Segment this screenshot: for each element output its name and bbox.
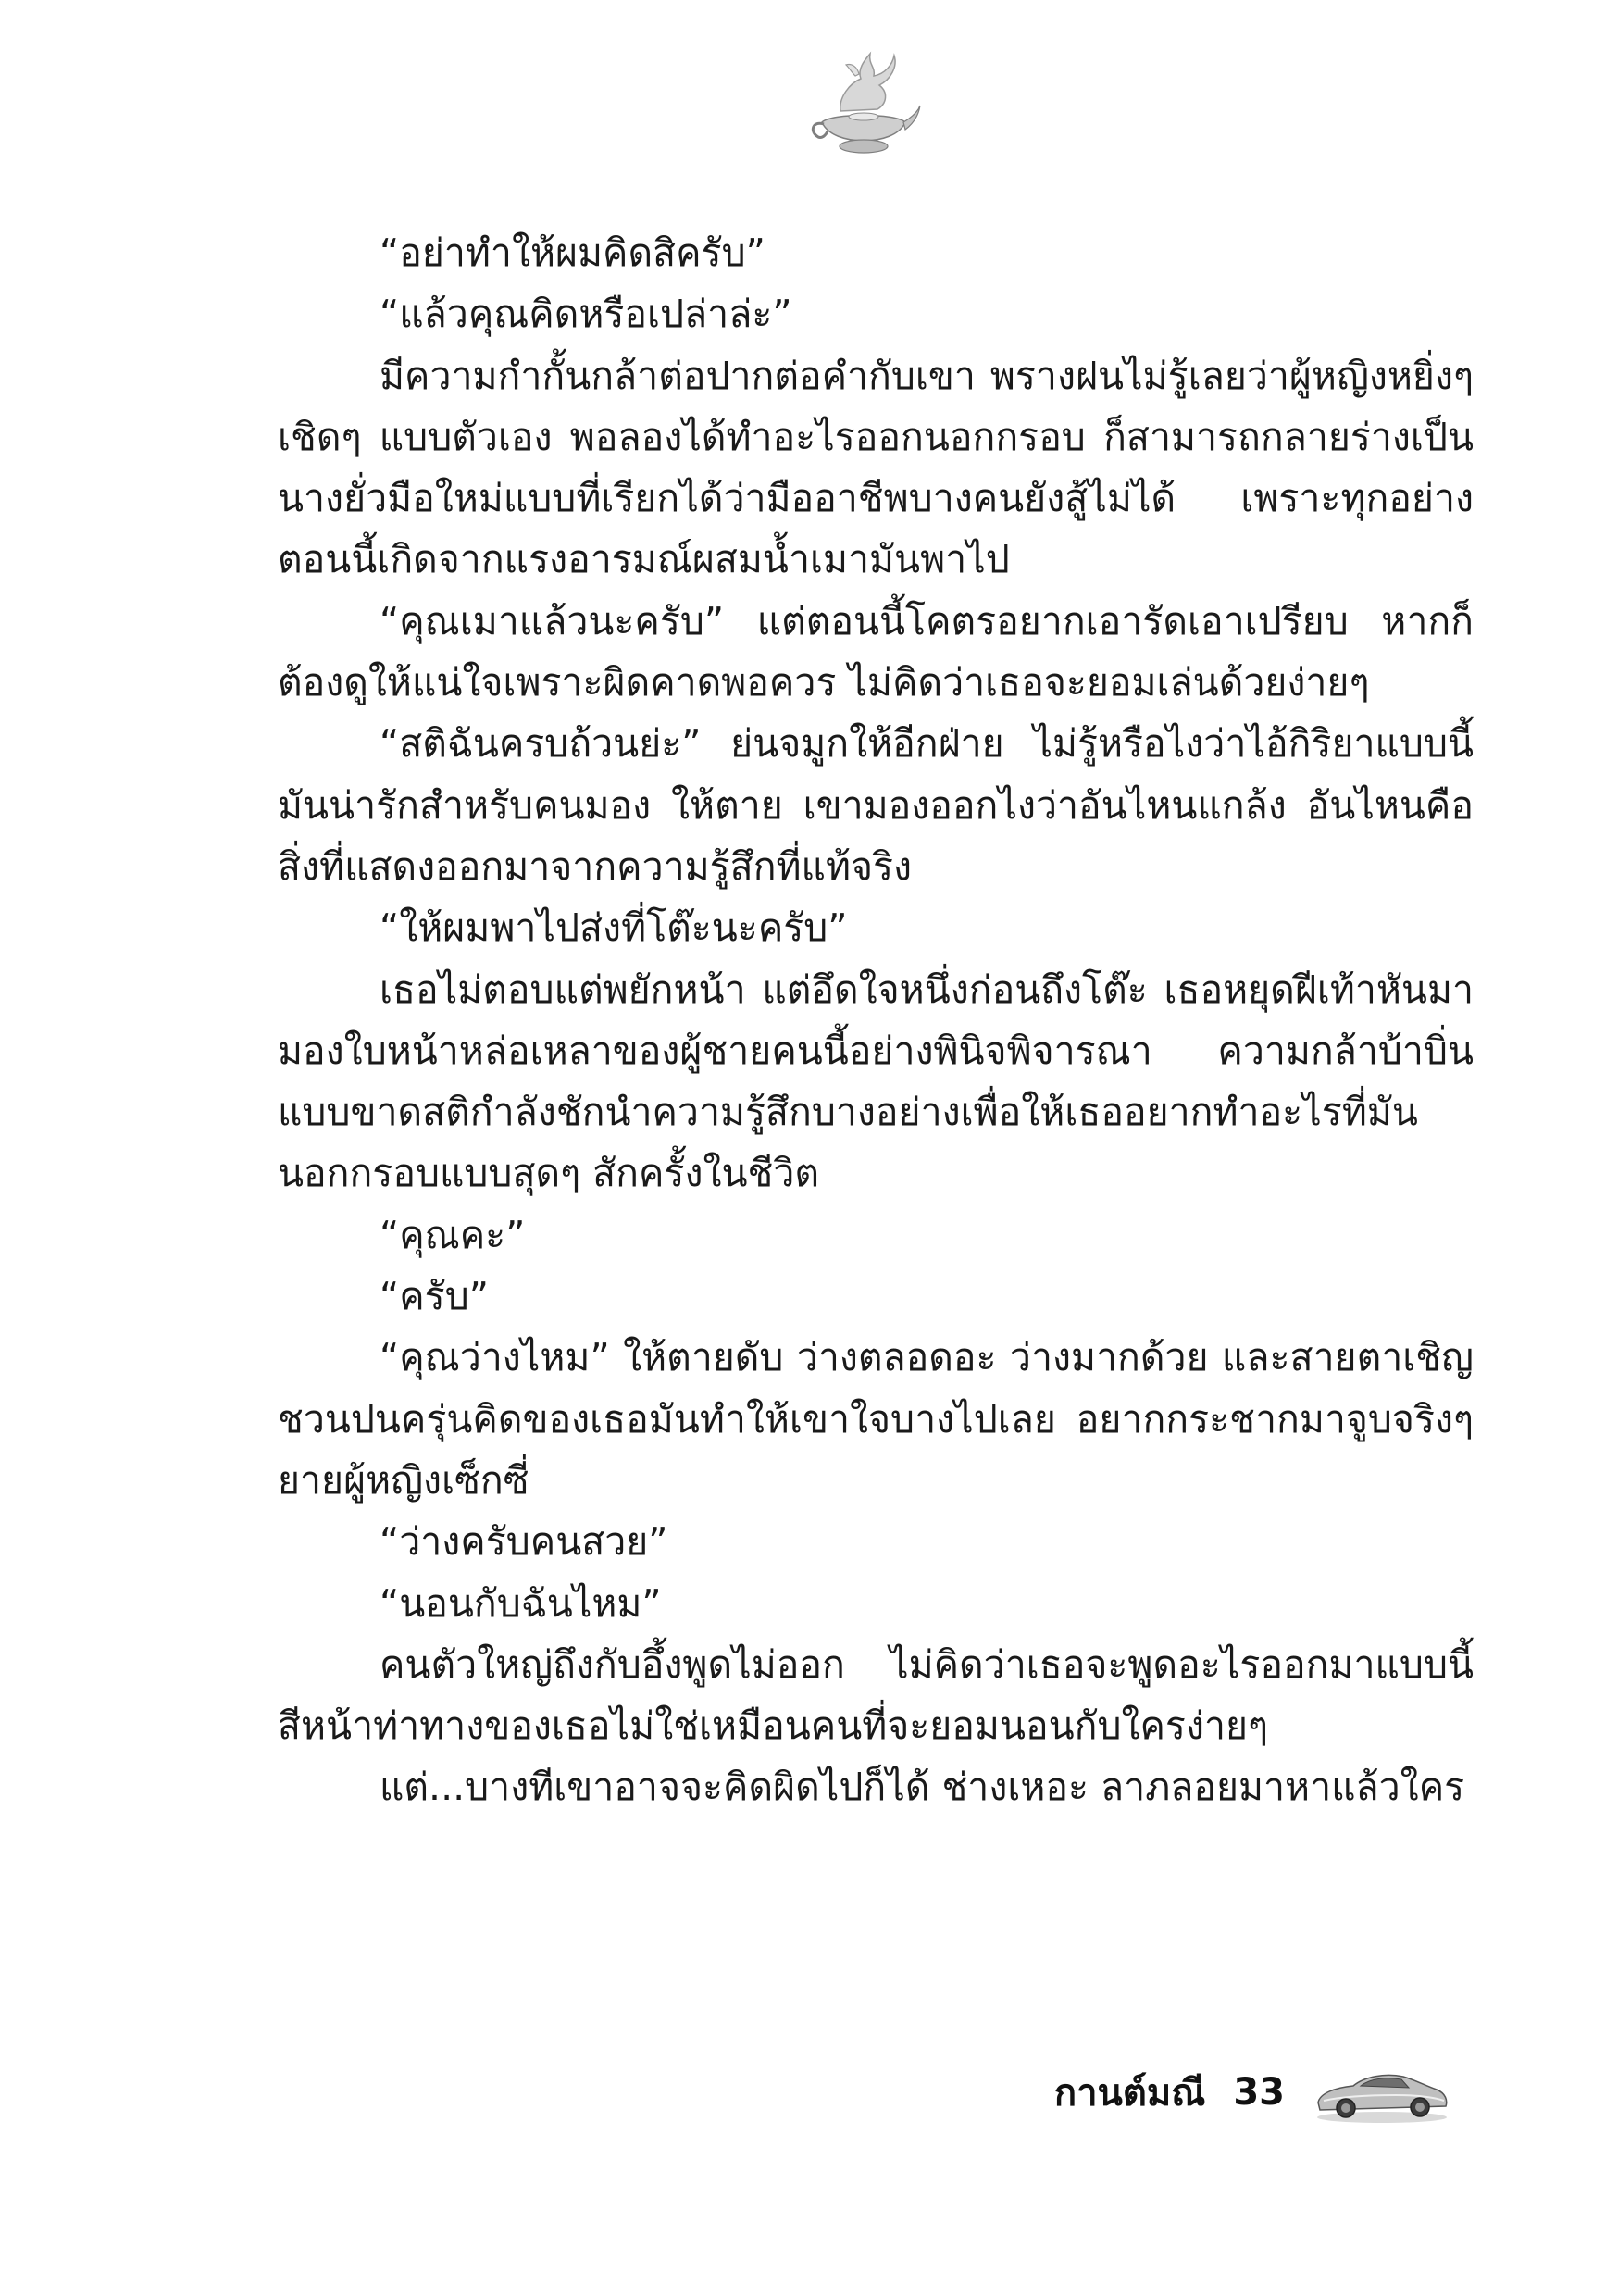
paragraph: แต่...บางทีเขาอาจจะคิดผิดไปก็ได้ ช่างเหอะ ลาภลอยมาหาแล้วใคร — [380, 1765, 1465, 1810]
paragraph: เธอไม่ตอบแต่พยักหน้า แต่อึดใจหนึ่งก่อนถึงโต๊ะ เธอหยุดฝีเท้าหันมามองใบหน้าหล่อเหลาของผู้ชายคนนี้อย่างพินิจพิจารณา ความกล้าบ้าบิ่นแบบขาดสติกำลังชักนำความรู้สึกบางอย่างเพื่อให้เธออยากทำอะไรที่มันนอกกรอบแบบสุดๆ สักครั้งในชีวิต — [278, 967, 1474, 1196]
story-text — [278, 222, 1474, 1818]
magic-lamp-icon — [803, 46, 924, 167]
paragraph: “ว่างครับคนสวย” — [380, 1519, 668, 1565]
paragraph: “อย่าทำให้ผมคิดสิครับ” — [380, 231, 765, 275]
sports-car-icon — [1313, 2060, 1451, 2125]
paragraph: “ครับ” — [380, 1274, 489, 1319]
paragraph: “สติฉันครบถ้วนย่ะ” ย่นจมูกให้อีกฝ่าย ไม่รู้หรือไงว่าไอ้กิริยาแบบนี้มันน่ารักสำหรับคนมอง ให้ตาย เขามองออกไงว่าอันไหนแกล้ง อันไหนคือสิ่งที่แสดงออกมาจากความรู้สึกที่แท้จริง — [278, 721, 1474, 889]
paragraph: คนตัวใหญ่ถึงกับอึ้งพูดไม่ออก ไม่คิดว่าเธอจะพูดอะไรออกมาแบบนี้ สีหน้าท่าทางของเธอไม่ใช่เหมือนคนที่จะยอมนอนกับใครง่ายๆ — [278, 1641, 1474, 1749]
paragraph: “คุณว่างไหม” ให้ตายดับ ว่างตลอดอะ ว่างมากด้วย และสายตาเชิญชวนปนครุ่นคิดของเธอมันทำให้เขาใจบางไปเลย อยากกระชากมาจูบจริงๆ ยายผู้หญิงเซ็กซี่ — [278, 1335, 1474, 1503]
paragraph: มีความกำกั้นกล้าต่อปากต่อคำกับเขา พรางฝนไม่รู้เลยว่าผู้หญิงหยิ่งๆ เชิดๆ แบบตัวเอง พอลองได้ทำอะไรออกนอกกรอบ ก็สามารถกลายร่างเป็นนางยั่วมือใหม่แบบที่เรียกได้ว่ามืออาชีพบางคนยังสู้ไม่ได้ เพราะทุกอย่างตอนนี้เกิดจากแรงอารมณ์ผสมน้ำเมามันพาไป — [278, 353, 1474, 582]
book-title: กานต์มณี — [1053, 2072, 1206, 2115]
paragraph: “แล้วคุณคิดหรือเปล่าล่ะ” — [380, 292, 792, 337]
paragraph: “คุณคะ” — [380, 1212, 526, 1257]
page-footer — [1054, 2046, 1451, 2139]
paragraph: “ให้ผมพาไปส่งที่โต๊ะนะครับ” — [380, 905, 848, 951]
paragraph: “คุณเมาแล้วนะครับ” แต่ตอนนี้โคตรอยากเอารัดเอาเปรียบ หากก็ต้องดูให้แน่ใจเพราะผิดคาดพอควร ไม่คิดว่าเธอจะยอมเล่นด้วยง่ายๆ — [278, 598, 1474, 705]
page-number: 33 — [1233, 2071, 1285, 2114]
paragraph: “นอนกับฉันไหม” — [380, 1580, 662, 1626]
